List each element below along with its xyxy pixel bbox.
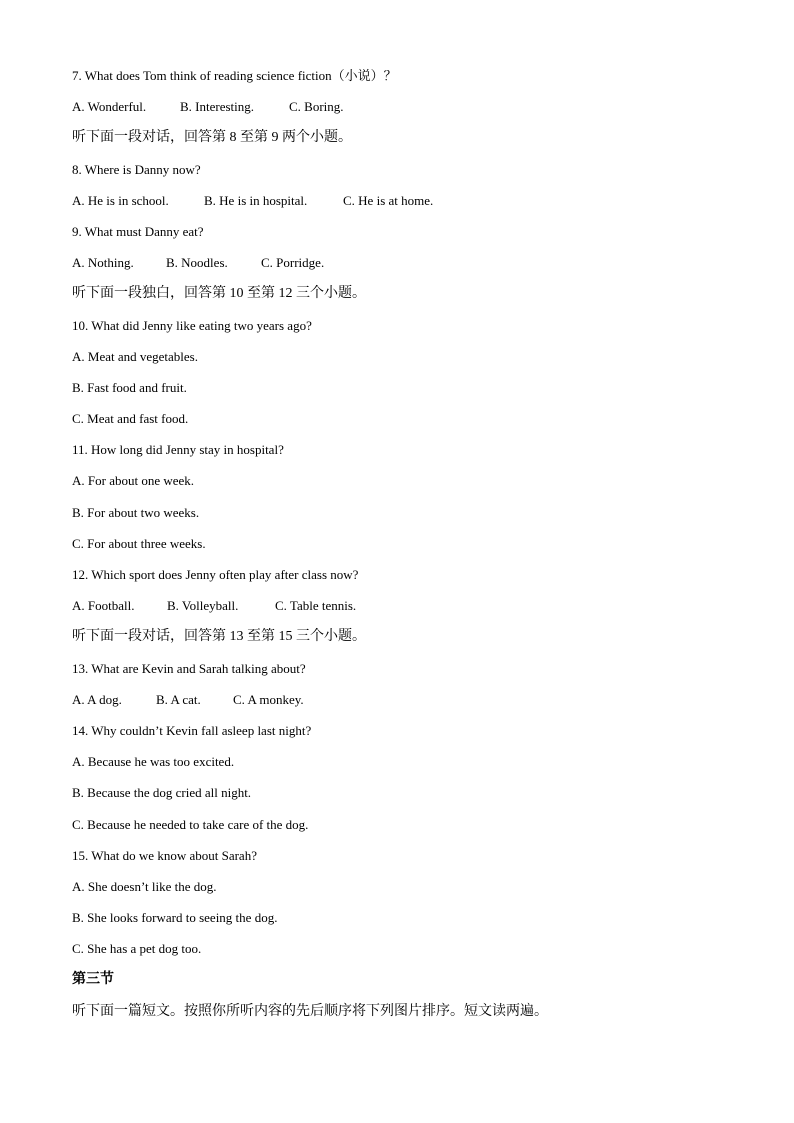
option-b: B. For about two weeks. <box>72 504 200 520</box>
question-stem-14: 14. Why couldn’t Kevin fall asleep last night? <box>72 722 312 738</box>
option-c: C. Table tennis. <box>275 598 357 614</box>
option-a: A. Because he was too excited. <box>72 754 235 770</box>
question-options-7 <box>72 91 762 122</box>
option-a: A. She doesn’t like the dog. <box>72 878 217 894</box>
option-a: A. A dog. <box>72 691 122 707</box>
question-stem-11: 11. How long did Jenny stay in hospital? <box>72 442 284 458</box>
option-b: B. Because the dog cried all night. <box>72 785 252 801</box>
option-b: B. Volleyball. <box>167 598 239 614</box>
option-c: C. A monkey. <box>233 691 304 707</box>
option-b: B. He is in hospital. <box>204 192 308 208</box>
question-stem-12: 12. Which sport does Jenny often play after class now? <box>72 567 359 582</box>
option-a: A. Nothing. <box>72 255 134 271</box>
question-options-13 <box>72 684 762 715</box>
question-stem-7: 7. What does Tom think of reading science fiction（小说）？ <box>72 68 397 83</box>
option-a: A. Football. <box>72 598 135 614</box>
option-a: A. For about one week. <box>72 473 195 489</box>
option-a: A. He is in school. <box>72 192 169 208</box>
option-c: C. She has a pet dog too. <box>72 941 202 957</box>
option-c: C. Porridge. <box>261 255 325 271</box>
question-stem-9: 9. What must Danny eat? <box>72 223 204 239</box>
option-a: A. Meat and vegetables. <box>72 348 198 364</box>
option-c: C. Boring. <box>289 99 344 115</box>
question-stem-8: 8. Where is Danny now? <box>72 161 201 177</box>
option-c: C. For about three weeks. <box>72 535 206 551</box>
section-instruction: 听下面一篇短文。按照你所听内容的先后顺序将下列图片排序。短文读两遍。 <box>72 1003 548 1019</box>
question-stem-13: 13. What are Kevin and Sarah talking about? <box>72 660 306 676</box>
listening-instruction: 听下面一段对话，回答第 13 至第 15 三个小题。 <box>72 629 366 645</box>
option-c: C. Meat and fast food. <box>72 411 189 427</box>
option-b: B. Interesting. <box>180 99 255 115</box>
question-stem-10: 10. What did Jenny like eating two years ago? <box>72 317 312 333</box>
listening-instruction: 听下面一段独白，回答第 10 至第 12 三个小题。 <box>72 286 366 302</box>
option-b: B. She looks forward to seeing the dog. <box>72 910 278 926</box>
question-options-8 <box>72 185 762 216</box>
option-c: C. Because he needed to take care of the dog. <box>72 816 309 832</box>
option-b: B. Fast food and fruit. <box>72 379 187 395</box>
question-options-9 <box>72 247 762 278</box>
section-heading: 第三节 <box>72 972 114 988</box>
exam-page <box>72 60 762 1027</box>
option-a: A. Wonderful. <box>72 99 147 115</box>
option-c: C. He is at home. <box>343 192 434 208</box>
question-stem-15: 15. What do we know about Sarah? <box>72 847 257 863</box>
option-b: B. Noodles. <box>166 255 228 271</box>
option-b: B. A cat. <box>156 691 201 707</box>
listening-instruction: 听下面一段对话，回答第 8 至第 9 两个小题。 <box>72 130 352 146</box>
question-options-12 <box>72 590 762 621</box>
